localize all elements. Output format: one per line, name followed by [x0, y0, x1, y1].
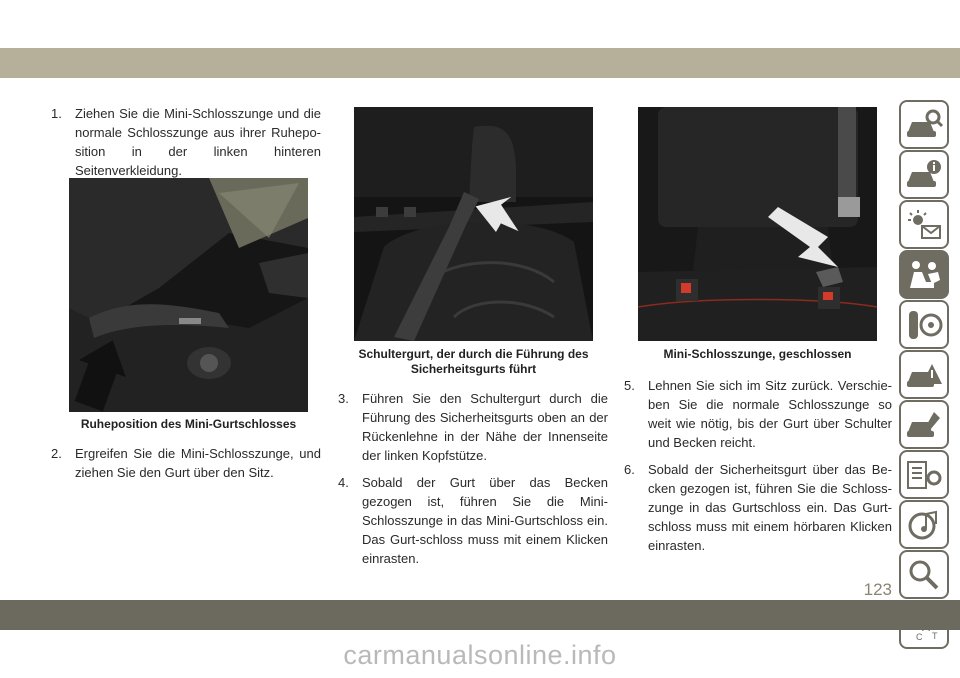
- photo-shoulder-belt-guide: [354, 107, 593, 341]
- figure-caption-2: Schultergurt, der durch die Führung des Sicherheitsgurts führt: [358, 347, 589, 376]
- tab-multimedia[interactable]: [899, 500, 949, 549]
- tab-getting-to-know-panel[interactable]: [899, 150, 949, 199]
- step-6: [624, 460, 892, 555]
- column-1-lower: [51, 444, 321, 490]
- car-wrench-icon: [904, 408, 944, 442]
- step-number: 4.: [338, 475, 349, 490]
- step-5: [624, 376, 892, 452]
- photo-mini-buckle-closed: [638, 107, 877, 341]
- step-4: [338, 473, 608, 568]
- search-index-icon: [904, 558, 944, 592]
- car-magnifier-icon: [904, 108, 944, 142]
- photo-mini-buckle-storage: [69, 178, 308, 412]
- seat-safety-icon: [904, 258, 944, 292]
- step-text: Ergreifen Sie die Mini-Schlosszunge, und ziehen Sie den Gurt über den Sitz.: [75, 446, 321, 480]
- header-band: [0, 48, 960, 78]
- step-number: 3.: [338, 391, 349, 406]
- tab-servicing-maintenance[interactable]: [899, 400, 949, 449]
- car-emergency-icon: [904, 358, 944, 392]
- tab-customer-assistance[interactable]: [899, 550, 949, 599]
- tab-starting-operating[interactable]: [899, 300, 949, 349]
- tab-technical-specifications[interactable]: [899, 450, 949, 499]
- step-text: Sobald der Gurt über das Becken gezogen ist, führen Sie die Mini-Schlosszunge in das Mini-Gurtschloss ein. Das Gurt-schloss muss mit einem Klicken einrasten.: [362, 475, 608, 566]
- step-number: 1.: [51, 106, 62, 121]
- photo-illustration: [638, 107, 877, 341]
- svg-text:T: T: [932, 630, 938, 641]
- tab-in-case-of-emergency[interactable]: [899, 350, 949, 399]
- step-number: 2.: [51, 446, 62, 461]
- column-3-text: [624, 376, 892, 563]
- column-1: [51, 104, 321, 188]
- warning-lights-icon: [904, 208, 944, 242]
- column-2-text: [338, 389, 608, 576]
- figure-caption-3: Mini-Schlosszunge, geschlossen: [663, 347, 852, 361]
- tab-safety[interactable]: [899, 250, 949, 299]
- steering-wheel-icon: [904, 308, 944, 342]
- step-number: 6.: [624, 462, 635, 477]
- page-number: 123: [863, 580, 892, 599]
- figure-caption-1: Ruheposition des Mini-Gurtschlosses: [80, 417, 297, 431]
- step-text: Ziehen Sie die Mini-Schlosszunge und die normale Schlosszunge aus ihrer Ruhepo-sition in der linken hinteren Seitenverkleidung.: [75, 106, 321, 178]
- tab-getting-to-know-vehicle[interactable]: [899, 100, 949, 149]
- watermark: carmanualsonline.info: [343, 640, 617, 670]
- step-text: Sobald der Sicherheitsgurt über das Be-cken gezogen ist, führen Sie die Schloss-zunge in das Gurtschloss ein. Das Gurt-schloss muss mit einem hörbaren Klicken einrasten.: [648, 462, 892, 553]
- car-info-icon: [904, 158, 944, 192]
- footer-band: [0, 600, 960, 630]
- step-number: 5.: [624, 378, 635, 393]
- specifications-gear-icon: [904, 458, 944, 492]
- step-text: Führen Sie den Schultergurt durch die Führung des Sicherheitsgurts oben an der Rückenlehne in der Nähe der Innenseite der linken Kopfstütze.: [362, 391, 608, 463]
- photo-illustration: [354, 107, 593, 341]
- photo-illustration: [69, 178, 308, 412]
- step-3: [338, 389, 608, 465]
- tab-warning-lights[interactable]: [899, 200, 949, 249]
- multimedia-icon: [904, 508, 944, 542]
- step-2: [51, 444, 321, 482]
- step-text: Lehnen Sie sich im Sitz zurück. Verschie-ben Sie die normale Schlosszunge so weit wie nötig, bis der Gurt über Schulter und Becken reicht.: [648, 378, 892, 450]
- step-1: [51, 104, 321, 180]
- svg-text:C: C: [916, 631, 923, 642]
